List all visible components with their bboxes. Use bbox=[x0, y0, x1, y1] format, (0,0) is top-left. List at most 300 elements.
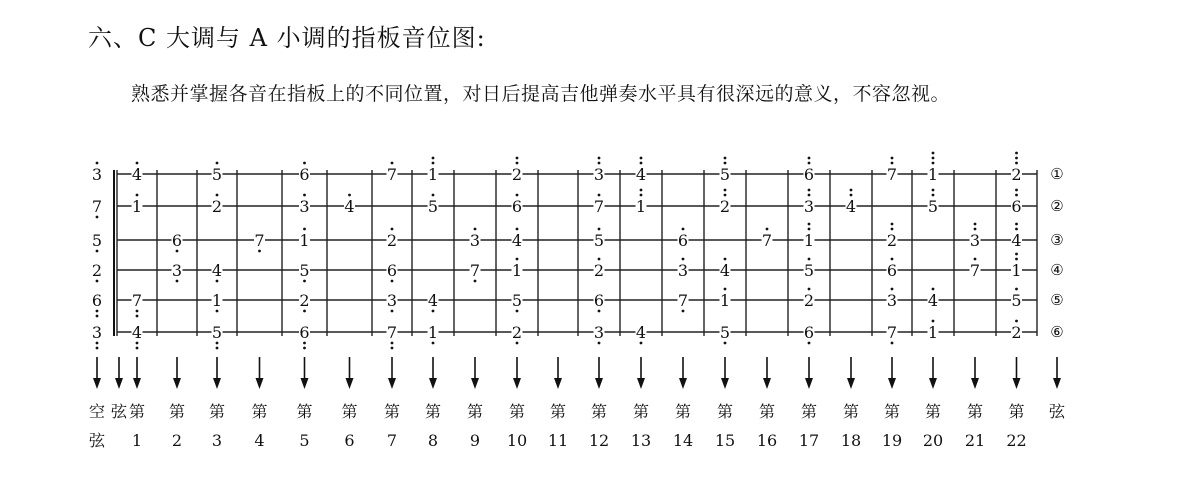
octave-dot-above bbox=[808, 228, 811, 231]
octave-dot-above bbox=[932, 162, 935, 165]
note-s1-f13 bbox=[636, 157, 647, 184]
note-s2-f20 bbox=[928, 189, 939, 216]
note-s5-f19 bbox=[887, 288, 898, 310]
label-fret-1-bottom: 1 bbox=[131, 431, 143, 450]
note-s3-f5 bbox=[299, 228, 310, 250]
down-arrow-icon bbox=[173, 357, 181, 389]
octave-dot-above bbox=[598, 157, 601, 160]
note-digit: 3 bbox=[803, 197, 815, 216]
note-digit: 7 bbox=[131, 291, 143, 310]
label-fret-13-bottom: 13 bbox=[630, 431, 652, 450]
string-marker-6: ⑥ bbox=[1050, 323, 1064, 341]
note-s4-f7 bbox=[387, 261, 398, 282]
down-arrow-icon bbox=[133, 357, 141, 389]
octave-dot-below bbox=[96, 342, 99, 345]
octave-dot-above bbox=[1015, 223, 1018, 226]
octave-dot-above bbox=[724, 162, 727, 165]
label-fret-20-bottom: 20 bbox=[922, 431, 944, 450]
octave-dot-below bbox=[176, 280, 179, 283]
note-digit: 5 bbox=[211, 323, 223, 342]
note-s2-f10 bbox=[512, 194, 523, 216]
label-open-string-bottom: 弦 bbox=[88, 431, 106, 450]
octave-dot-above bbox=[516, 228, 519, 231]
note-digit: 6 bbox=[91, 291, 103, 310]
octave-dot-above bbox=[766, 228, 769, 231]
octave-dot-below bbox=[391, 347, 394, 350]
label-fret-3-bottom: 3 bbox=[211, 431, 223, 450]
label-fret-6-bottom: 6 bbox=[344, 431, 355, 450]
note-s2-f18 bbox=[846, 189, 857, 216]
note-s1-f22 bbox=[1011, 152, 1022, 184]
note-digit: 6 bbox=[299, 323, 310, 342]
octave-dot-below bbox=[516, 342, 519, 345]
label-fret-1-top: 第 bbox=[128, 402, 146, 421]
note-digit: 2 bbox=[719, 197, 731, 216]
note-s6-f13 bbox=[636, 323, 647, 344]
octave-dot-below bbox=[216, 347, 219, 350]
note-digit: 3 bbox=[593, 323, 605, 342]
octave-dot-above bbox=[1015, 258, 1018, 261]
label-fret-16-bottom: 16 bbox=[756, 431, 778, 450]
octave-dot-above bbox=[1015, 194, 1018, 197]
octave-dot-above bbox=[516, 258, 519, 261]
label-fret-2-top: 第 bbox=[168, 402, 186, 421]
octave-dot-below bbox=[432, 310, 435, 313]
octave-dot-above bbox=[432, 194, 435, 197]
note-s2-f8 bbox=[428, 194, 439, 216]
note-digit: 2 bbox=[386, 231, 398, 250]
label-fret-16-top: 第 bbox=[758, 402, 776, 421]
note-s4-f19 bbox=[887, 258, 898, 280]
note-s5-f20 bbox=[928, 288, 939, 310]
note-digit: 3 bbox=[171, 261, 183, 280]
label-fret-7-top: 第 bbox=[383, 402, 401, 421]
label-fret-11-top: 第 bbox=[549, 402, 567, 421]
bottom-labels bbox=[89, 402, 1066, 450]
octave-dot-below bbox=[96, 347, 99, 350]
octave-dot-above bbox=[808, 258, 811, 261]
octave-dot-above bbox=[391, 228, 394, 231]
label-fret-6-top: 第 bbox=[341, 402, 358, 421]
open-string-note-3 bbox=[92, 231, 103, 252]
note-s6-f12 bbox=[594, 323, 605, 344]
octave-dot-above bbox=[303, 228, 306, 231]
note-digit: 5 bbox=[299, 261, 310, 280]
label-fret-15-top: 第 bbox=[716, 402, 734, 421]
note-s2-f22 bbox=[1011, 189, 1022, 216]
note-s5-f3 bbox=[212, 291, 223, 312]
label-fret-2-bottom: 2 bbox=[171, 431, 183, 450]
octave-dot-above bbox=[303, 162, 306, 165]
note-s6-f5 bbox=[299, 323, 310, 349]
note-s3-f21 bbox=[970, 223, 981, 250]
note-s3-f16 bbox=[762, 228, 773, 250]
down-arrow-icon bbox=[637, 357, 645, 389]
octave-dot-above bbox=[808, 189, 811, 192]
label-fret-17-top: 第 bbox=[800, 402, 818, 421]
down-arrow-icon bbox=[471, 357, 479, 389]
note-digit: 6 bbox=[803, 323, 815, 342]
octave-dot-below bbox=[303, 280, 306, 283]
open-string-note-5 bbox=[92, 291, 103, 317]
octave-dot-below bbox=[303, 342, 306, 345]
octave-dot-below bbox=[432, 342, 435, 345]
octave-dot-above bbox=[136, 162, 139, 165]
note-s1-f3 bbox=[212, 162, 223, 184]
note-digit: 1 bbox=[427, 165, 439, 184]
note-digit: 2 bbox=[1011, 323, 1022, 342]
octave-dot-below bbox=[216, 342, 219, 345]
octave-dot-above bbox=[1015, 189, 1018, 192]
label-nut-top: 弦 bbox=[110, 402, 128, 421]
note-digit: 7 bbox=[386, 165, 398, 184]
note-s4-f15 bbox=[720, 258, 731, 280]
octave-dot-above bbox=[932, 152, 935, 155]
note-s2-f1 bbox=[132, 194, 143, 216]
octave-dot-above bbox=[598, 194, 601, 197]
octave-dot-above bbox=[348, 194, 351, 197]
octave-dot-above bbox=[932, 157, 935, 160]
octave-dot-above bbox=[808, 162, 811, 165]
octave-dot-below bbox=[216, 310, 219, 313]
down-arrow-icon bbox=[805, 357, 813, 389]
string-marker-5: ⑤ bbox=[1050, 291, 1064, 309]
note-s2-f6 bbox=[344, 194, 355, 216]
open-string-note-1 bbox=[92, 162, 103, 184]
octave-dot-above bbox=[640, 194, 643, 197]
note-digit: 3 bbox=[91, 165, 103, 184]
octave-dot-above bbox=[974, 228, 977, 231]
note-s6-f7 bbox=[387, 323, 398, 349]
octave-dot-below bbox=[96, 250, 99, 253]
note-digit: 5 bbox=[719, 323, 731, 342]
down-arrow-icon bbox=[763, 357, 771, 389]
octave-dot-above bbox=[303, 194, 306, 197]
octave-dot-above bbox=[1015, 157, 1018, 160]
note-digit: 4 bbox=[131, 323, 143, 342]
note-digit: 1 bbox=[719, 291, 731, 310]
note-digit: 2 bbox=[1011, 165, 1022, 184]
note-digit: 7 bbox=[969, 261, 981, 280]
note-digit: 2 bbox=[886, 231, 898, 250]
label-fret-3-top: 第 bbox=[208, 402, 226, 421]
note-s4-f17 bbox=[804, 258, 815, 280]
octave-dot-above bbox=[724, 258, 727, 261]
note-s5-f7 bbox=[387, 291, 398, 312]
label-fret-21-top: 第 bbox=[966, 402, 984, 421]
label-fret-11-bottom: 11 bbox=[547, 431, 569, 450]
string-marker-1: ① bbox=[1050, 165, 1064, 183]
octave-dot-above bbox=[640, 162, 643, 165]
note-s3-f12 bbox=[594, 228, 605, 250]
note-digit: 4 bbox=[344, 197, 355, 216]
note-digit: 7 bbox=[886, 165, 898, 184]
note-digit: 4 bbox=[635, 165, 647, 184]
note-digit: 1 bbox=[1011, 261, 1022, 280]
down-arrow-icon bbox=[301, 357, 309, 389]
note-s3-f14 bbox=[678, 228, 689, 250]
label-fret-9-top: 第 bbox=[466, 402, 484, 421]
octave-dot-above bbox=[598, 258, 601, 261]
octave-dot-below bbox=[391, 310, 394, 313]
octave-dot-above bbox=[891, 162, 894, 165]
open-string-note-4 bbox=[92, 261, 103, 282]
down-arrow-icon bbox=[513, 357, 521, 389]
note-digit: 4 bbox=[427, 291, 439, 310]
note-s5-f5 bbox=[299, 291, 310, 312]
octave-dot-above bbox=[96, 162, 99, 165]
note-digit: 6 bbox=[511, 197, 523, 216]
note-digit: 3 bbox=[386, 291, 398, 310]
octave-dot-below bbox=[598, 310, 601, 313]
octave-dot-below bbox=[474, 280, 477, 283]
note-digit: 3 bbox=[469, 231, 481, 250]
note-digit: 4 bbox=[1011, 231, 1022, 250]
label-fret-21-bottom: 21 bbox=[964, 431, 986, 450]
note-digit: 1 bbox=[131, 197, 143, 216]
octave-dot-above bbox=[516, 162, 519, 165]
octave-dot-below bbox=[136, 310, 139, 313]
octave-dot-above bbox=[216, 162, 219, 165]
octave-dot-above bbox=[974, 258, 977, 261]
note-digit: 5 bbox=[511, 291, 523, 310]
note-digit: 7 bbox=[677, 291, 689, 310]
note-digit: 2 bbox=[593, 261, 605, 280]
label-fret-14-top: 第 bbox=[674, 402, 692, 421]
note-digit: 4 bbox=[845, 197, 857, 216]
note-digit: 6 bbox=[803, 165, 815, 184]
octave-dot-above bbox=[932, 189, 935, 192]
note-digit: 2 bbox=[299, 291, 310, 310]
note-s4-f10 bbox=[512, 258, 523, 280]
octave-dot-below bbox=[391, 280, 394, 283]
note-s4-f14 bbox=[678, 258, 689, 280]
note-s3-f22 bbox=[1011, 223, 1022, 250]
intro-paragraph: 熟悉并掌握各音在指板上的不同位置，对日后提高吉他弹奏水平具有很深远的意义，不容忽视。 bbox=[131, 83, 951, 105]
note-digit: 7 bbox=[761, 231, 773, 250]
octave-dot-above bbox=[136, 194, 139, 197]
label-open-string-top: 空 bbox=[88, 402, 106, 421]
note-s3-f10 bbox=[512, 228, 523, 250]
note-digit: 2 bbox=[211, 197, 223, 216]
note-digit: 5 bbox=[1011, 291, 1022, 310]
note-digit: 1 bbox=[635, 197, 647, 216]
note-s1-f12 bbox=[594, 157, 605, 184]
octave-dot-below bbox=[391, 342, 394, 345]
octave-dot-above bbox=[1015, 152, 1018, 155]
label-fret-22-top: 第 bbox=[1008, 402, 1025, 421]
open-string-note-2 bbox=[92, 197, 103, 218]
note-s2-f5 bbox=[299, 194, 310, 216]
octave-dot-above bbox=[432, 157, 435, 160]
note-digit: 7 bbox=[386, 323, 398, 342]
octave-dot-below bbox=[303, 347, 306, 350]
octave-dot-below bbox=[640, 342, 643, 345]
note-digit: 1 bbox=[211, 291, 223, 310]
octave-dot-below bbox=[136, 315, 139, 318]
note-s1-f8 bbox=[428, 157, 439, 184]
down-arrow-icon bbox=[929, 357, 937, 389]
note-digit: 6 bbox=[299, 165, 310, 184]
label-fret-14-bottom: 14 bbox=[672, 431, 694, 450]
down-arrow-icon bbox=[595, 357, 603, 389]
down-arrow-icon bbox=[971, 357, 979, 389]
octave-dot-above bbox=[474, 228, 477, 231]
note-digit: 6 bbox=[1011, 197, 1022, 216]
note-digit: 5 bbox=[719, 165, 731, 184]
note-s1-f20 bbox=[928, 152, 939, 184]
octave-dot-above bbox=[850, 194, 853, 197]
note-s5-f14 bbox=[678, 291, 689, 312]
label-fret-12-top: 第 bbox=[590, 402, 608, 421]
octave-dot-above bbox=[516, 194, 519, 197]
octave-dot-above bbox=[891, 223, 894, 226]
down-arrow-icon bbox=[1013, 357, 1021, 389]
note-s4-f3 bbox=[212, 261, 223, 282]
label-fret-19-bottom: 19 bbox=[881, 431, 903, 450]
octave-dot-above bbox=[724, 189, 727, 192]
octave-dot-above bbox=[1015, 288, 1018, 291]
octave-dot-above bbox=[808, 194, 811, 197]
octave-dot-below bbox=[96, 310, 99, 313]
note-s6-f8 bbox=[428, 323, 439, 344]
octave-dot-above bbox=[891, 288, 894, 291]
note-digit: 6 bbox=[593, 291, 605, 310]
string-marker-4: ④ bbox=[1050, 261, 1064, 279]
note-digit: 5 bbox=[927, 197, 939, 216]
down-arrow-icon bbox=[256, 357, 264, 389]
octave-dot-above bbox=[808, 223, 811, 226]
note-s3-f7 bbox=[387, 228, 398, 250]
note-digit: 3 bbox=[91, 323, 103, 342]
note-s1-f10 bbox=[512, 157, 523, 184]
note-s3-f19 bbox=[887, 223, 898, 250]
note-s6-f19 bbox=[887, 323, 898, 344]
note-digit: 1 bbox=[927, 323, 939, 342]
note-s5-f12 bbox=[594, 291, 605, 312]
string-marker-3: ③ bbox=[1050, 231, 1064, 249]
label-fret-4-bottom: 4 bbox=[254, 431, 265, 450]
down-arrow-icon bbox=[429, 357, 437, 389]
note-s4-f9 bbox=[470, 261, 481, 282]
note-s3-f9 bbox=[470, 228, 481, 250]
note-s5-f17 bbox=[804, 288, 815, 310]
octave-dot-above bbox=[1015, 162, 1018, 165]
note-digit: 7 bbox=[469, 261, 481, 280]
octave-dot-above bbox=[432, 162, 435, 165]
label-fret-8-bottom: 8 bbox=[427, 431, 439, 450]
note-s1-f5 bbox=[299, 162, 310, 184]
note-s2-f15 bbox=[720, 189, 731, 216]
note-digit: 3 bbox=[969, 231, 981, 250]
down-arrow-icon bbox=[1053, 357, 1061, 389]
note-digit: 7 bbox=[91, 197, 103, 216]
page-heading: 六、C 大调与 A 小调的指板音位图: bbox=[88, 24, 486, 52]
open-string-note-6 bbox=[92, 323, 103, 349]
note-digit: 7 bbox=[593, 197, 605, 216]
note-digit: 1 bbox=[511, 261, 523, 280]
note-s6-f1 bbox=[132, 323, 143, 349]
note-s1-f1 bbox=[132, 162, 143, 184]
octave-dot-below bbox=[303, 310, 306, 313]
octave-dot-above bbox=[932, 288, 935, 291]
octave-dot-above bbox=[1015, 320, 1018, 323]
note-digit: 4 bbox=[927, 291, 939, 310]
note-s1-f17 bbox=[804, 157, 815, 184]
note-digit: 4 bbox=[635, 323, 647, 342]
note-s6-f10 bbox=[512, 323, 523, 344]
down-arrow-icon bbox=[213, 357, 221, 389]
octave-dot-above bbox=[598, 162, 601, 165]
label-fret-22-bottom: 22 bbox=[1006, 431, 1027, 450]
octave-dot-below bbox=[724, 342, 727, 345]
octave-dot-below bbox=[516, 310, 519, 313]
note-s2-f12 bbox=[594, 194, 605, 216]
note-s1-f7 bbox=[387, 162, 398, 184]
note-digit: 5 bbox=[211, 165, 223, 184]
note-digit: 7 bbox=[254, 231, 265, 250]
label-fret-19-top: 第 bbox=[883, 402, 901, 421]
octave-dot-above bbox=[682, 258, 685, 261]
note-s6-f15 bbox=[720, 323, 731, 344]
octave-dot-above bbox=[1015, 253, 1018, 256]
octave-dot-below bbox=[216, 280, 219, 283]
octave-dot-above bbox=[516, 157, 519, 160]
label-end-top: 弦 bbox=[1048, 402, 1066, 421]
octave-dot-above bbox=[891, 258, 894, 261]
octave-dot-above bbox=[724, 288, 727, 291]
note-digit: 5 bbox=[593, 231, 605, 250]
note-s3-f2 bbox=[172, 231, 183, 252]
octave-dot-above bbox=[932, 194, 935, 197]
label-fret-18-top: 第 bbox=[842, 402, 860, 421]
down-arrow-icon bbox=[346, 357, 354, 389]
octave-dot-above bbox=[724, 194, 727, 197]
note-s4-f22 bbox=[1011, 253, 1022, 280]
octave-dot-above bbox=[216, 194, 219, 197]
note-digit: 5 bbox=[427, 197, 439, 216]
note-s4-f21 bbox=[970, 258, 981, 280]
octave-dot-above bbox=[640, 157, 643, 160]
label-fret-5-top: 第 bbox=[296, 402, 313, 421]
note-digit: 3 bbox=[677, 261, 689, 280]
label-fret-13-top: 第 bbox=[632, 402, 650, 421]
label-fret-10-bottom: 10 bbox=[506, 431, 528, 450]
note-s4-f2 bbox=[172, 261, 183, 282]
note-s6-f20 bbox=[928, 320, 939, 342]
arrow-row bbox=[93, 357, 1061, 389]
octave-dot-below bbox=[136, 342, 139, 345]
down-arrow-icon bbox=[679, 357, 687, 389]
note-digit: 5 bbox=[91, 231, 103, 250]
note-digit: 6 bbox=[886, 261, 898, 280]
label-fret-12-bottom: 12 bbox=[588, 431, 610, 450]
octave-dot-below bbox=[258, 250, 261, 253]
octave-dot-below bbox=[96, 315, 99, 318]
octave-dot-above bbox=[1015, 228, 1018, 231]
note-digit: 4 bbox=[131, 165, 143, 184]
note-digit: 2 bbox=[511, 323, 523, 342]
note-s6-f3 bbox=[212, 323, 223, 349]
octave-dot-above bbox=[640, 189, 643, 192]
down-arrow-icon bbox=[847, 357, 855, 389]
string-markers bbox=[1050, 165, 1063, 341]
octave-dot-below bbox=[136, 347, 139, 350]
octave-dot-below bbox=[808, 342, 811, 345]
octave-dot-above bbox=[808, 288, 811, 291]
label-fret-5-bottom: 5 bbox=[299, 431, 310, 450]
note-s3-f17 bbox=[804, 223, 815, 250]
